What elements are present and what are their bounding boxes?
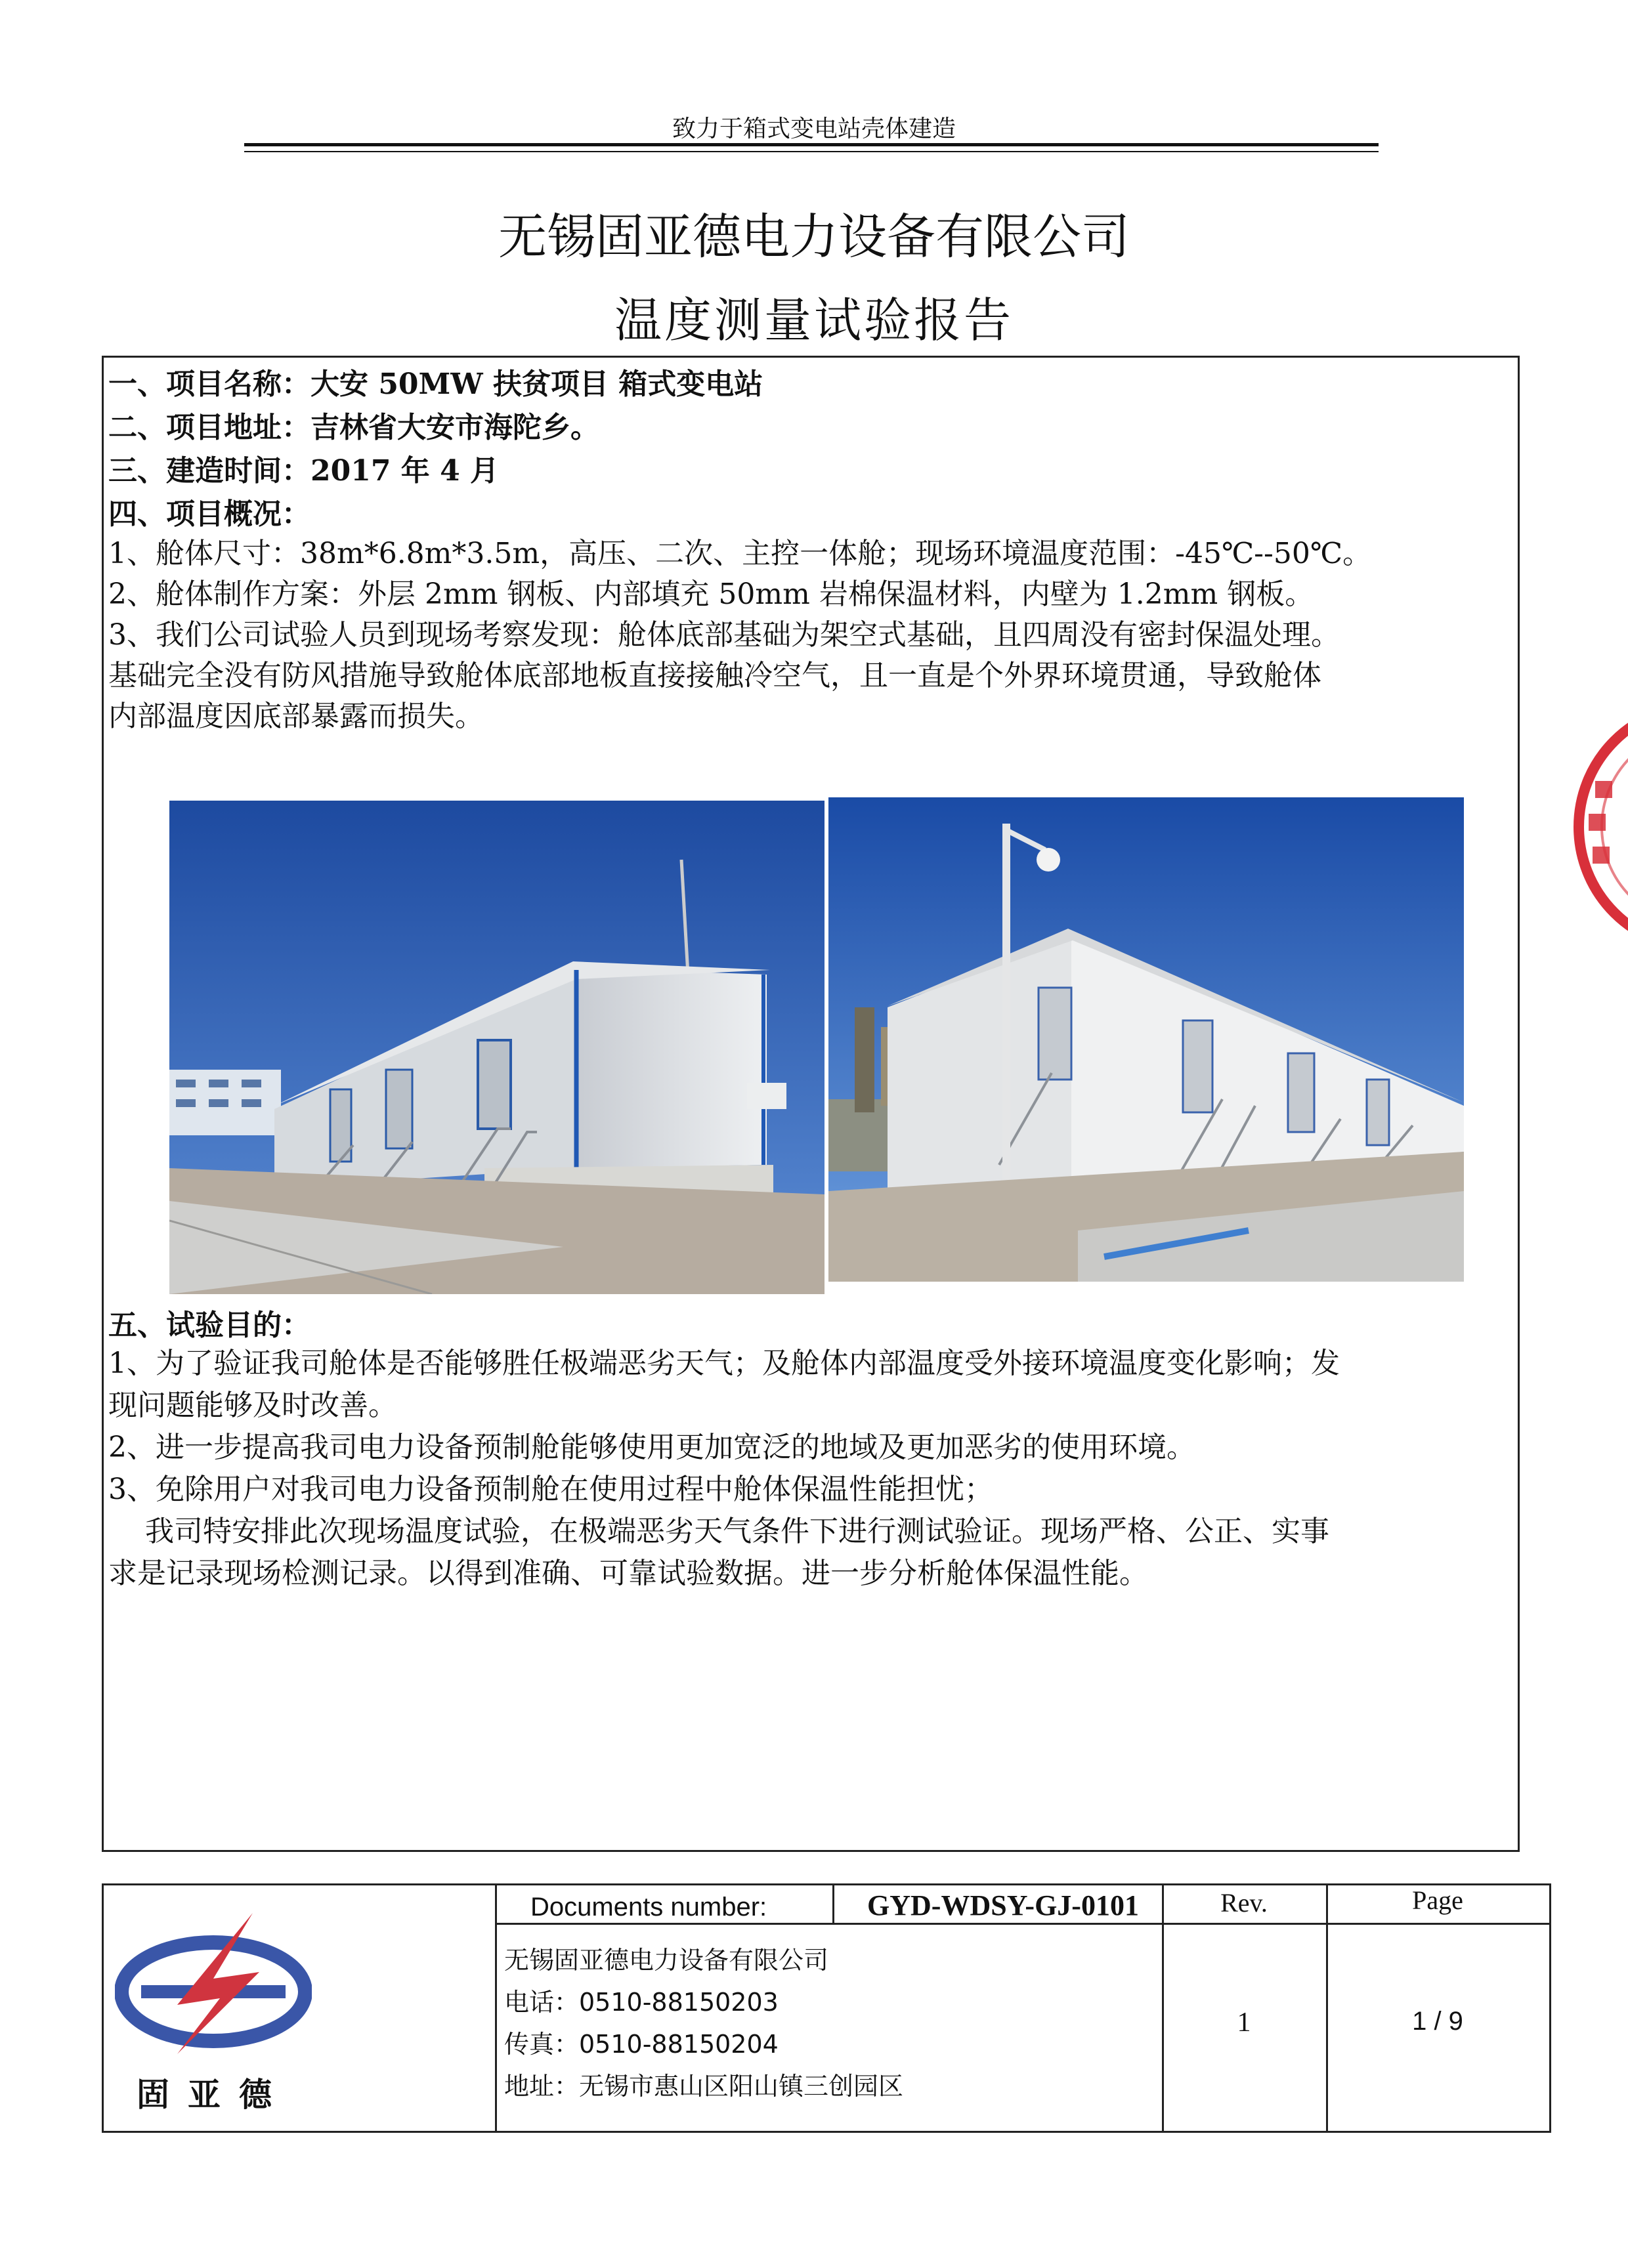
overview-line: 基础完全没有防风措施导致舱体底部地板直接接触冷空气，且一直是个外界环境贯通，导致舱体	[108, 659, 1321, 692]
footer-fax: 传真：0510-88150204	[504, 2030, 779, 2059]
site-photo-right	[828, 797, 1464, 1282]
purpose-line: 求是记录现场检测记录。以得到准确、可靠试验数据。进一步分析舱体保温性能。	[108, 1557, 1148, 1590]
project-address: 二、项目地址：吉林省大安市海陀乡。	[108, 411, 599, 444]
overview-line: 1、舱体尺寸：38m*6.8m*3.5m，高压、二次、主控一体舱；现场环境温度范围：-45℃--50℃。	[108, 537, 1372, 570]
rev-label: Rev.	[1220, 1888, 1268, 1918]
overview-line: 内部温度因底部暴露而损失。	[108, 700, 484, 733]
purpose-heading: 五、试验目的：	[108, 1309, 311, 1342]
company-logo-text: 固亚德	[137, 2076, 290, 2114]
table-divider	[495, 1923, 1551, 1925]
project-date: 三、建造时间：2017 年 4 月	[108, 454, 500, 488]
table-divider	[495, 1883, 497, 2133]
company-title: 无锡固亚德电力设备有限公司	[498, 209, 1130, 265]
project-name: 一、项目名称：大安 50MW 扶贫项目 箱式变电站	[108, 368, 763, 401]
purpose-line: 我司特安排此次现场温度试验，在极端恶劣天气条件下进行测试验证。现场严格、公正、实事	[108, 1515, 1329, 1548]
page-label: Page	[1412, 1885, 1463, 1915]
company-seal-icon	[1556, 682, 1628, 971]
company-logo-icon	[115, 1906, 312, 2057]
footer-phone: 电话：0510-88150203	[504, 1988, 779, 2017]
purpose-line: 1、为了验证我司舱体是否能够胜任极端恶劣天气；及舱体内部温度受外接环境温度变化影响；发	[108, 1347, 1340, 1380]
overview-heading: 四、项目概况：	[108, 497, 311, 531]
rev-value: 1	[1237, 2007, 1251, 2038]
purpose-line: 3、免除用户对我司电力设备预制舱在使用过程中舱体保温性能担忧；	[108, 1473, 993, 1506]
documents-number-label: Documents number:	[530, 1893, 767, 1922]
documents-number: GYD-WDSY-GJ-0101	[867, 1889, 1139, 1922]
report-title: 温度测量试验报告	[614, 293, 1014, 348]
header-rule	[244, 143, 1379, 146]
footer-company: 无锡固亚德电力设备有限公司	[504, 1946, 829, 1975]
page-value: 1 / 9	[1412, 2007, 1463, 2036]
footer-address: 地址：无锡市惠山区阳山镇三创园区	[504, 2072, 904, 2101]
overview-line: 3、我们公司试验人员到现场考察发现：舱体底部基础为架空式基础，且四周没有密封保温处理。	[108, 618, 1340, 652]
overview-line: 2、舱体制作方案：外层 2mm 钢板、内部填充 50mm 岩棉保温材料，内壁为 1.2mm 钢板。	[108, 578, 1314, 611]
header-slogan: 致力于箱式变电站壳体建造	[672, 116, 956, 142]
site-photo-left	[169, 801, 825, 1294]
header-rule-thin	[244, 151, 1379, 152]
purpose-line: 现问题能够及时改善。	[108, 1389, 397, 1422]
purpose-line: 2、进一步提高我司电力设备预制舱能够使用更加宽泛的地域及更加恶劣的使用环境。	[108, 1431, 1195, 1464]
